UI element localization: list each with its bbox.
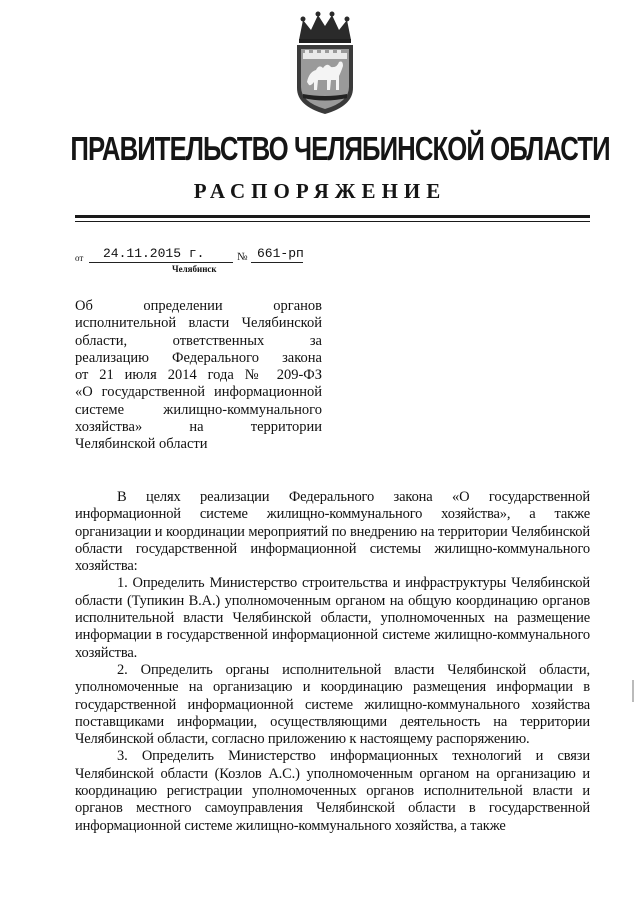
subject-line: области, ответственных за: [75, 332, 322, 349]
scan-artifact: [632, 680, 634, 702]
subject-line: хозяйства» на территории: [75, 419, 322, 436]
preamble-paragraph: В целях реализации Федерального закона «О государственной информационной системе жилищно-коммунального хозяйства», а также организации и координации мероприятий по внедрению на территории Челябинской области государственной информационной системы жилищно-коммунального хозяйства:: [75, 489, 590, 575]
clause-paragraph: 2. Определить органы исполнительной власти Челябинской области, уполномоченные на организацию и координацию размещения информации в государственной информационной системе жилищно-коммунального хозяйства поставщиками информации, осуществляющими деятельность на территории Челябинской области, согласно приложению к настоящему распоряжению.: [75, 661, 590, 748]
subject-line: «О государственной информационной: [75, 384, 322, 401]
registration-row: [75, 246, 375, 266]
document-type: РАСПОРЯЖЕНИЕ: [193, 179, 447, 203]
subject-line: системе жилищно-коммунального: [75, 401, 322, 418]
date-label: от: [75, 253, 84, 263]
number-underline: [251, 262, 303, 263]
city-name: Челябинск: [172, 264, 217, 274]
date-underline: [89, 262, 233, 263]
subject-line: Челябинской области: [75, 436, 208, 453]
subject-line: Об определении органов: [75, 298, 322, 314]
clause-paragraph: 3. Определить Министерство информационных технологий и связи Челябинской области (Козлов А.С.) уполномоченным органом на организацию и координацию регистрации уполномоченных органов исполнительной власти и органов местного самоуправления Челябинской области в государственной информационной системе жилищно-коммунального хозяйства, а также: [75, 748, 590, 834]
number-label: №: [237, 251, 248, 263]
number-value: 661-рп: [257, 246, 304, 261]
subject-line: исполнительной власти Челябинской: [75, 315, 322, 332]
coat-of-arms-icon: [285, 10, 365, 118]
subject-line: реализацию Федерального закона: [75, 349, 322, 366]
subject-line: от 21 июля 2014 года № 209-ФЗ: [75, 367, 322, 384]
organization-title: ПРАВИТЕЛЬСТВО ЧЕЛЯБИНСКОЙ ОБЛАСТИ: [70, 130, 610, 167]
date-value: 24.11.2015 г.: [103, 246, 205, 261]
header-rule-thin: [75, 221, 590, 222]
header-rule-thick: [75, 215, 590, 218]
document-subject: [75, 298, 322, 454]
document-body: [75, 489, 590, 835]
clause-paragraph: 1. Определить Министерство строительства и инфраструктуры Челябинской области (Тупикин В.А.) уполномоченным органом на общую координацию органов исполнительной власти Челябинской области, уполномоченных на размещение информации в государственной информационной системе жилищно-коммунального хозяйства.: [75, 575, 590, 661]
